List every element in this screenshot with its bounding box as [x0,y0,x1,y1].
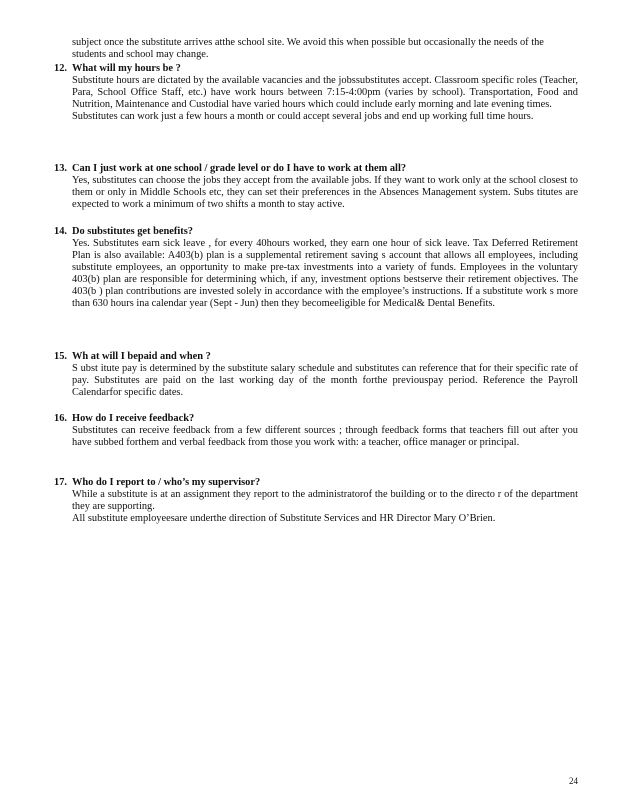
question-text: Wh at will I bepaid and when ? [72,351,211,362]
faq-question [54,413,578,425]
question-text: What will my hours be ? [72,63,181,74]
faq-item-17 [54,477,578,525]
faq-answer [72,238,578,310]
question-text: How do I receive feedback? [72,413,195,424]
question-number: 16. [54,413,67,424]
faq-question [54,63,578,75]
continuation-paragraph: subject once the substitute arrives atthe school site. We avoid this when possible but occasionally the needs of the students and school may change. [72,37,544,60]
answer-paragraph: Yes, substitutes can choose the jobs they accept from the available jobs. If they want to work only at the school closest to them or only in Middle Schools etc, they can set their preferences in the Absences Management system. Subs titutes are expected to work a minimum of two shifts a month to stay active. [72,175,578,210]
answer-paragraph: Substitutes can work just a few hours a month or could accept several jobs and end up working full time hours. [72,111,534,122]
page-number: 24 [569,776,578,786]
question-text: Do substitutes get benefits? [72,226,193,237]
answer-paragraph: Yes. Substitutes earn sick leave , for every 40hours worked, they earn one hour of sick leave. Tax Deferred Retirement Plan is also available: A403(b) plan is a supplemental retirement saving s account that allows all employees, including substitute employees, an opportunity to make pre-tax investments into a variety of funds. Employees in the voluntary 403(b) plan are responsible for determining which, if any, investment options bestserve their retirement objectives. The 403(b ) plan contributions are invested solely in accordance with the employee’s instructions. If a substitute work s more than 630 hours ina calendar year (Sept - Jun) then they becomeeligible for Medical& Dental Benefits. [72,238,578,309]
answer-paragraph: All substitute employeesare underthe direction of Substitute Services and HR Director Mary O’Brien. [72,513,496,524]
answer-paragraph: S ubst itute pay is determined by the substitute salary schedule and substitutes can reference that for their specific rate of pay. Substitutes are paid on the last working day of the month forthe previouspay period. Reference the Payroll Calendarfor specific dates. [72,363,578,398]
faq-item-14 [54,226,578,310]
faq-item-15 [54,351,578,399]
question-number: 17. [54,477,67,488]
faq-answer [72,489,578,525]
faq-item-12 [54,63,578,123]
answer-paragraph: Substitute hours are dictated by the available vacancies and the jobssubstitutes accept. Classroom specific roles (Teacher, Para, School Office Staff, etc.) have work hours between 7:15-4:00pm (varies by school). Transportation, Food and Nutrition, Maintenance and Custodial have varied hours which could include early morning and late evening times. [72,75,578,110]
answer-paragraph: Substitutes can receive feedback from a few different sources ; through feedback forms that teachers fill out after you have subbed forthem and verbal feedback from those you work with: a teacher, office manager or principal. [72,425,578,448]
question-text: Who do I report to / who’s my supervisor? [72,477,261,488]
faq-question [54,226,578,238]
faq-answer [72,425,578,449]
question-number: 12. [54,63,67,74]
answer-paragraph: While a substitute is at an assignment they report to the administratorof the building or to the directo r of the department they are supporting. [72,489,578,512]
question-text: Can I just work at one school / grade level or do I have to work at them all? [72,163,407,174]
faq-answer [72,175,578,211]
faq-question [54,477,578,489]
faq-item-16 [54,413,578,449]
faq-item-13 [54,163,578,211]
question-number: 13. [54,163,67,174]
faq-question [54,351,578,363]
faq-answer [72,75,578,123]
question-number: 15. [54,351,67,362]
faq-question [54,163,578,175]
faq-answer [72,363,578,399]
question-number: 14. [54,226,67,237]
